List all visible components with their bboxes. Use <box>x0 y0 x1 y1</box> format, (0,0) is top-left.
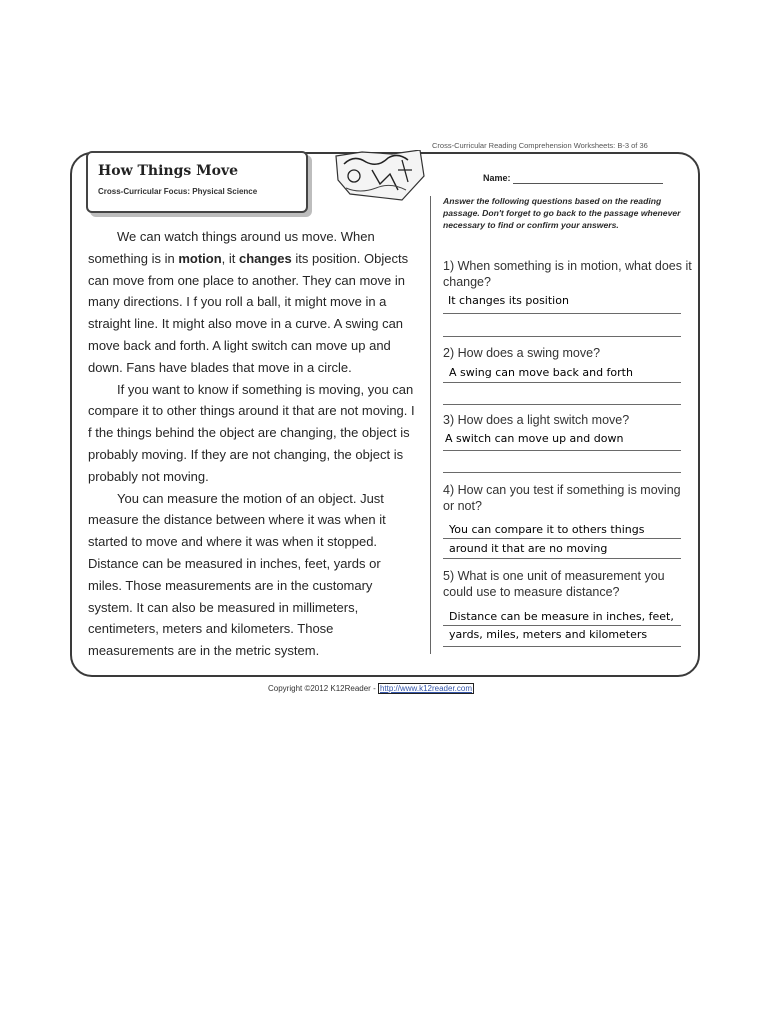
answer-3-line-1[interactable]: A switch can move up and down <box>445 432 624 445</box>
instructions: Answer the following questions based on the reading passage. Don't forget to go back to the passage whenever necessary to find or confirm your answers. <box>443 196 681 230</box>
name-field-line[interactable] <box>513 183 663 184</box>
question-1: 1) When something is in motion, what does it change? <box>443 259 692 289</box>
answer-1-line-1[interactable]: It changes its position <box>448 294 569 307</box>
answer-line <box>443 538 681 539</box>
copyright-footer <box>268 684 474 693</box>
passage-paragraph-3: You can measure the motion of an object. Just measure the distance between where it was when it started to move and where it was when it stopped. Distance can be measured in inches, feet, yards or miles. Those measurements are in the customary system. It can also be measured in millimeters, centimeters, meters and kilometers. Those measurements are in the metric system. <box>88 490 386 659</box>
answer-4-line-2[interactable]: around it that are no moving <box>449 542 608 555</box>
answer-line <box>443 625 681 626</box>
answer-line <box>443 404 681 405</box>
keyword-changes: changes <box>239 250 292 266</box>
question-3: 3) How does a light switch move? <box>443 413 630 427</box>
question-4: 4) How can you test if something is moving or not? <box>443 483 681 513</box>
answer-line <box>443 336 681 337</box>
answer-4-line-1[interactable]: You can compare it to others things <box>449 523 645 536</box>
answer-line <box>443 382 681 383</box>
keyword-motion: motion <box>178 250 222 266</box>
answer-5-line-2[interactable]: yards, miles, meters and kilometers <box>449 628 648 641</box>
passage-paragraph-1: We can watch things around us move. When something is in motion, it changes its position. Objects can move from one place to another. They can move in many directions. I f you roll a ball, it might move in a straight line. It might also move in a curve. A swing can move back and forth. A light switch can move up and down. Fans have blades that move in a circle. <box>88 229 409 375</box>
title-box <box>86 151 308 213</box>
name-label: Name: <box>483 173 511 183</box>
worksheet-title: How Things Move <box>98 163 239 179</box>
answer-line <box>443 313 681 314</box>
answer-line <box>443 646 681 647</box>
passage-paragraph-2: If you want to know if something is moving, you can compare it to other things around it that are not moving. I f the things behind the object are changing, the object is probably moving. If they are not changing, the object is probably not moving. <box>88 381 415 484</box>
answer-line <box>443 472 681 473</box>
copyright-link[interactable]: http://www.k12reader.com <box>379 684 473 693</box>
copyright-text: Copyright ©2012 K12Reader - <box>268 684 378 693</box>
question-2: 2) How does a swing move? <box>443 346 601 360</box>
reading-passage <box>88 226 418 662</box>
worksheet-subtitle: Cross-Curricular Focus: Physical Science <box>98 187 258 196</box>
illustration-icon <box>332 150 428 202</box>
column-divider <box>430 196 431 654</box>
answer-line <box>443 450 681 451</box>
question-5: 5) What is one unit of measurement you could use to measure distance? <box>443 569 665 599</box>
series-label: Cross-Curricular Reading Comprehension Worksheets: B-3 of 36 <box>432 141 648 150</box>
answer-2-line-1[interactable]: A swing can move back and forth <box>449 366 633 379</box>
answer-line <box>443 558 681 559</box>
answer-5-line-1[interactable]: Distance can be measure in inches, feet, <box>449 610 674 623</box>
